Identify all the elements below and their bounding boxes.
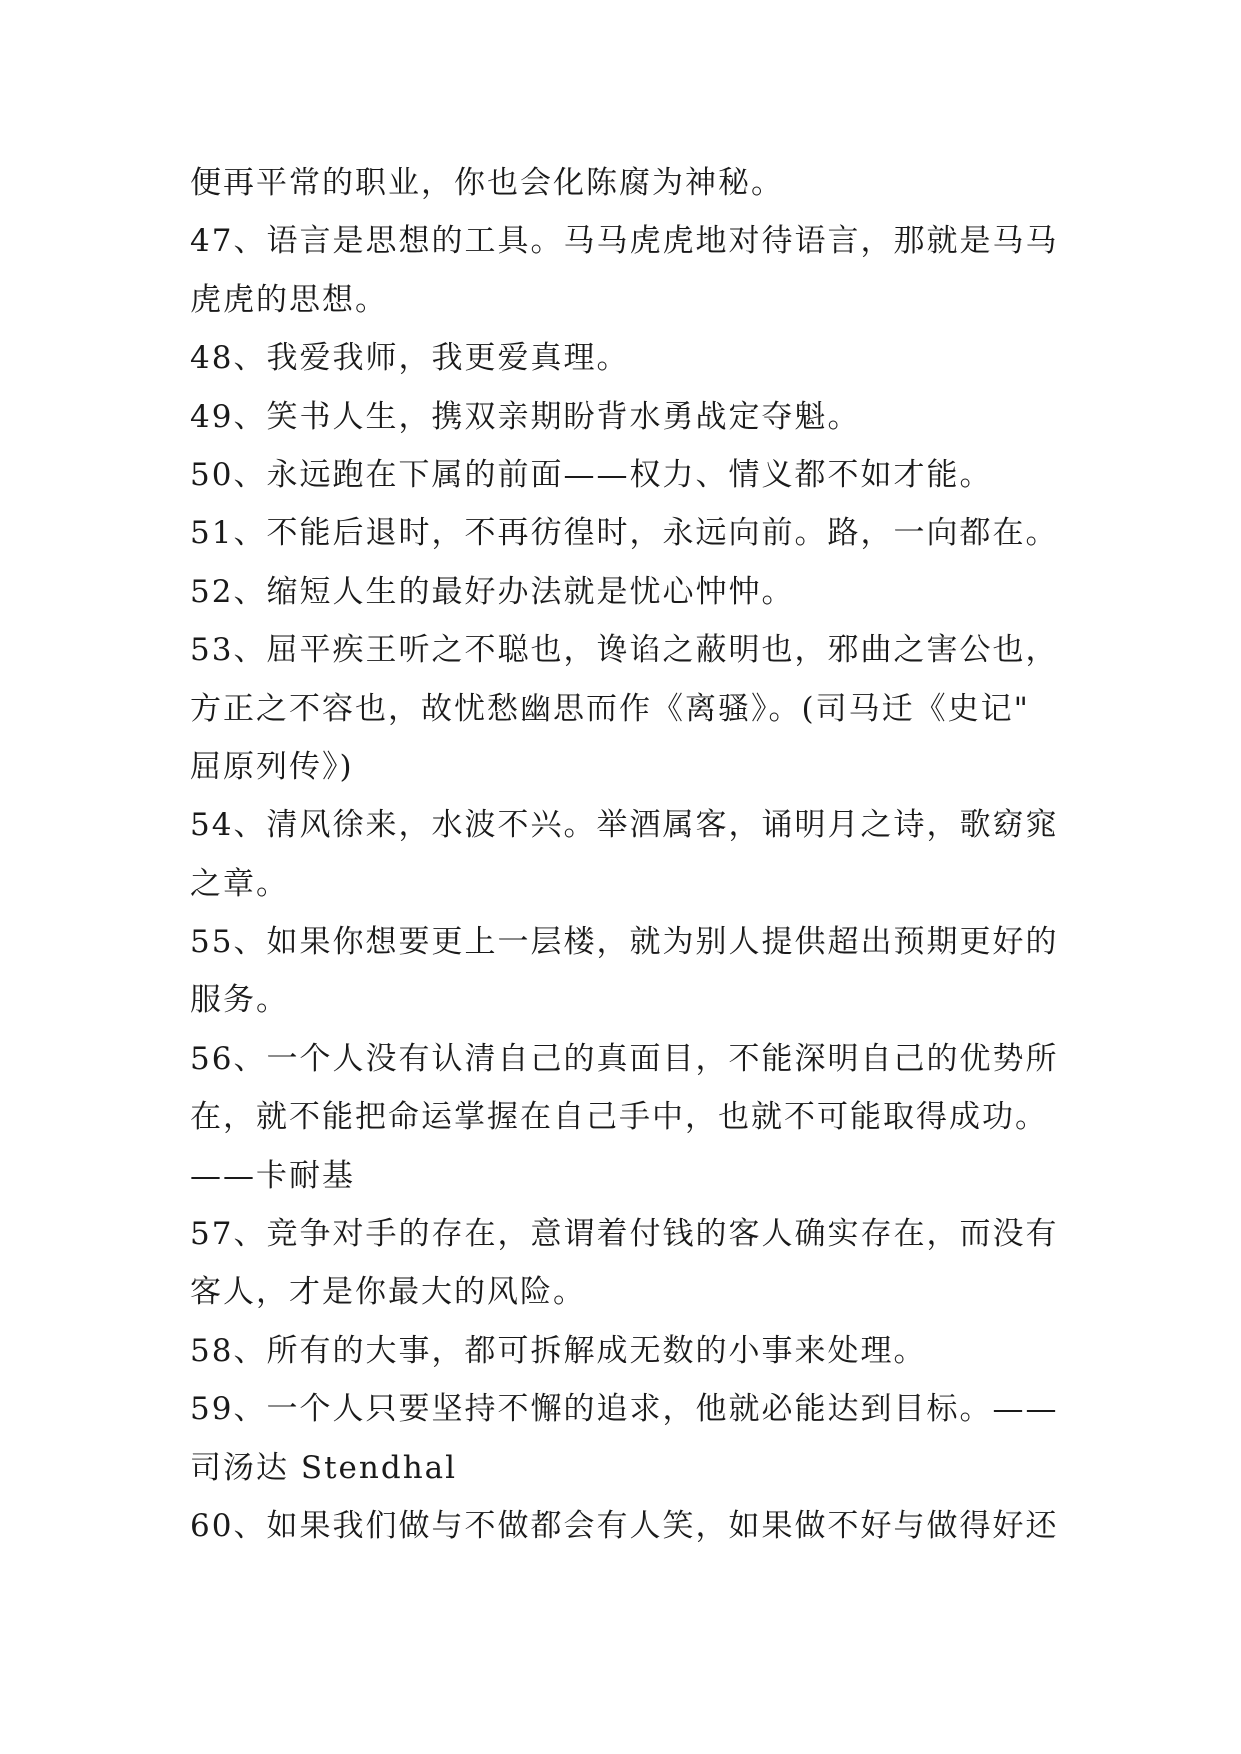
text-line: 56、一个人没有认清自己的真面目，不能深明自己的优势所 bbox=[190, 1040, 1059, 1077]
text-line: 51、不能后退时，不再彷徨时，永远向前。路，一向都在。 bbox=[190, 515, 1059, 552]
text-line: 客人，才是你最大的风险。 bbox=[190, 1274, 586, 1311]
text-line: 50、永远跑在下属的前面——权力、情义都不如才能。 bbox=[190, 456, 993, 493]
text-line: 48、我爱我师，我更爱真理。 bbox=[190, 340, 630, 377]
text-line: 52、缩短人生的最好办法就是忧心忡忡。 bbox=[190, 573, 795, 610]
text-line: 53、屈平疾王听之不聪也，谗谄之蔽明也，邪曲之害公也， bbox=[190, 632, 1059, 669]
text-line: 55、如果你想要更上一层楼，就为别人提供超出预期更好的 bbox=[190, 924, 1059, 961]
text-line: 屈原列传》) bbox=[190, 748, 354, 785]
text-line: 60、如果我们做与不做都会有人笑，如果做不好与做得好还 bbox=[190, 1507, 1059, 1544]
text-line: ——卡耐基 bbox=[190, 1157, 355, 1194]
text-line: 司汤达 Stendhal bbox=[190, 1449, 458, 1486]
text-line: 57、竞争对手的存在，意谓着付钱的客人确实存在，而没有 bbox=[190, 1216, 1059, 1253]
text-line: 49、笑书人生，携双亲期盼背水勇战定夺魁。 bbox=[190, 398, 861, 435]
text-line: 虎虎的思想。 bbox=[190, 281, 388, 318]
text-line: 服务。 bbox=[190, 982, 289, 1019]
text-line: 59、一个人只要坚持不懈的追求，他就必能达到目标。—— bbox=[190, 1391, 1059, 1428]
text-line: 47、语言是思想的工具。马马虎虎地对待语言，那就是马马 bbox=[190, 223, 1059, 260]
text-line: 54、清风徐来，水波不兴。举酒属客，诵明月之诗，歌窈窕 bbox=[190, 807, 1059, 844]
text-line: 便再平常的职业，你也会化陈腐为神秘。 bbox=[190, 165, 784, 201]
text-line: 58、所有的大事，都可拆解成无数的小事来处理。 bbox=[190, 1332, 927, 1369]
text-line: 方正之不容也，故忧愁幽思而作《离骚》。(司马迁《史记" bbox=[190, 690, 1030, 727]
text-block bbox=[190, 154, 1090, 1555]
text-line: 在，就不能把命运掌握在自己手中，也就不可能取得成功。 bbox=[190, 1099, 1048, 1136]
text-line: 之章。 bbox=[190, 865, 289, 902]
